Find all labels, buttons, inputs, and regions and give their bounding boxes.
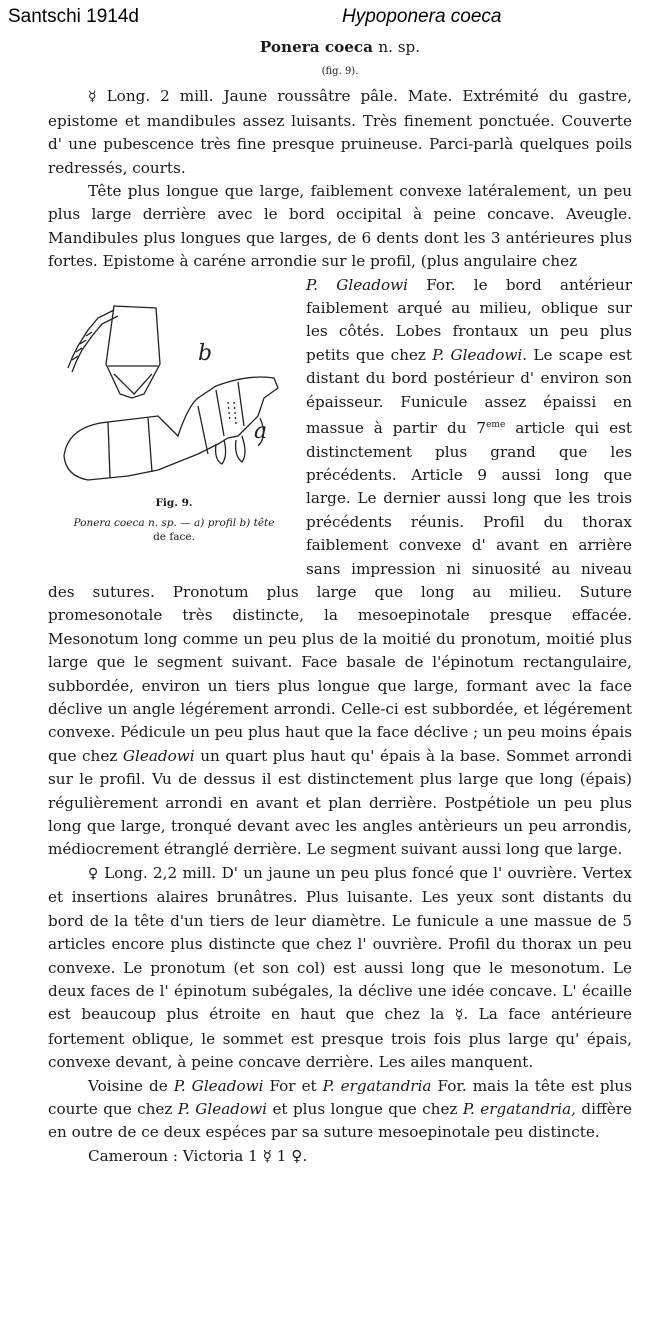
p4-italic-1: P. Gleadowi bbox=[173, 1076, 264, 1095]
worker-symbol-2: ☿ bbox=[454, 1007, 464, 1024]
paragraph-female-description bbox=[48, 862, 632, 1075]
p4-text-d: et plus longue que chez bbox=[272, 1099, 458, 1118]
figure-reference: (fig. 9). bbox=[321, 66, 359, 78]
p1-text: Long. 2 mill. Jaune roussâtre pâle. Mate. Extrémité du gastre, epistome et mandibules assez luisants. Très finement ponctuée. Couverte d' une pubescence très fine presque pruineuse. Parci-parlà quelques poils redressés, courts. bbox=[48, 87, 632, 177]
p2-text-e: un quart plus haut qu' épais à la base. Sommet arrondi sur le profil. Vu de dessus il est distinctement plus large que long (épais) régulièrement arrondi en avant et plan derrière. Postpétiole un peu plus long que large, tronqué devant avec les angles antèrieurs un peu arrondis, médiocrement étranglé derrière. Le segment suivant aussi long que large. bbox=[48, 746, 633, 859]
p2-superscript: eme bbox=[486, 420, 506, 431]
figure-caption-line1: Ponera coeca n. sp. — a) profil b) tête bbox=[73, 516, 275, 529]
figure-caption bbox=[48, 496, 300, 544]
species-suffix: n. sp. bbox=[378, 38, 421, 56]
paragraph-locality bbox=[48, 1145, 632, 1168]
figure-9 bbox=[48, 274, 300, 566]
paragraph-comparison bbox=[48, 1075, 632, 1145]
p4-text-a: Voisine de bbox=[88, 1076, 168, 1095]
p2-italic-2: P. Gleadowi. bbox=[432, 345, 528, 364]
p3-text-b: . La face antérieure fortement oblique, le sommet est presque trois fois plus large qu' épais, convexe devant, à peine concave derrière. Les ailes manquent. bbox=[48, 1005, 633, 1072]
header-citation: Santschi 1914d bbox=[8, 6, 139, 27]
p4-italic-2: P. ergatandria bbox=[322, 1076, 432, 1095]
species-name: Ponera coeca bbox=[259, 38, 374, 56]
p2-text-b: For. le bord antérieur faiblement arqué au milieu, oblique sur les côtés. Lobes frontaux un peu plus petits que chez bbox=[306, 275, 632, 364]
p4-text-c: For. mais la tête est plus courte que chez bbox=[48, 1076, 632, 1118]
p3-text-a: Long. 2,2 mill. D' un jaune un peu plus foncé que l' ouvrière. Vertex et insertions alaires brunâtres. Plus luisante. Les yeux sont distants du bord de la tête d'un tiers de leur diamètre. Le funicule a une massue de 5 articles encore plus distincte que chez l' ouvrière. Profil du thorax un peu convexe. Le pronotum (et son col) est aussi long que le mesonotum. Le deux faces de l' épinotum subégales, la déclive une idée concave. L' écaille est beaucoup plus étroite en haut que chez la bbox=[48, 863, 632, 1024]
p4-italic-3: P. Gleadowi bbox=[177, 1099, 267, 1118]
figure-caption-line2: de face. bbox=[153, 530, 195, 543]
p4-text-e: diffère en outre de ce deux espéces par sa suture mesoepinotale peu distincte. bbox=[48, 1099, 633, 1142]
figure-label-a: a bbox=[254, 418, 268, 444]
species-title bbox=[48, 36, 632, 59]
p2-italic-1: P. Gleadowi bbox=[306, 275, 408, 294]
p2-italic-3: Gleadowi bbox=[122, 746, 195, 765]
worker-symbol: ☿ bbox=[88, 89, 97, 106]
header-species: Hypoponera coeca bbox=[342, 6, 502, 27]
ant-illustration bbox=[48, 286, 300, 491]
figure-label-b: b bbox=[198, 340, 213, 366]
p2-text-c: Le scape est distant du bord postérieur d' environ son épaisseur. Funicule assez épaissi en massue à partir du 7 bbox=[306, 345, 632, 438]
paragraph-worker-description bbox=[48, 85, 632, 180]
p4-italic-4: P. ergatandria, bbox=[462, 1099, 576, 1118]
paragraph-head-description bbox=[48, 180, 632, 274]
document-body bbox=[48, 36, 632, 1168]
p2-text-d: article qui est distinctement plus grand que les précédents. Article 9 aussi long que large. Le dernier aussi long que les trois précédents réunis. Profil du thorax faiblement convexe d' avant en arrière sans impression ni sinuosité au niveau des sutures. Pronotum plus large que long au milieu. Suture promesonotale très distincte, la mesoepinotale presque effacée. Mesonotum long comme un peu plus de la moitié du pronotum, moitié plus large que le segment suivant. Face basale de l'épinotum rectangulaire, subbordée, environ un tiers plus longue que large, formant avec la face déclive un angle légérement arrondi. Celle-ci est subbordée, et légérement convexe. Pédicule un peu plus haut que la face déclive ; un peu moins épais que chez bbox=[48, 419, 633, 765]
p4-text-b: For et bbox=[269, 1076, 317, 1095]
locality-text: Cameroun : Victoria 1 ☿ 1 ♀. bbox=[88, 1146, 308, 1165]
figure-caption-number: Fig. 9. bbox=[155, 496, 193, 509]
female-symbol: ♀ bbox=[88, 865, 99, 882]
p2-text-a: Tête plus longue que large, faiblement convexe latéralement, un peu plus large derrière avec le bord occipital à peine concave. Aveugle. Mandibules plus longues que larges, de 6 dents dont les 3 antérieures plus fortes. Epistome à caréne arrondie sur le profil, (plus angulaire chez bbox=[48, 182, 632, 271]
